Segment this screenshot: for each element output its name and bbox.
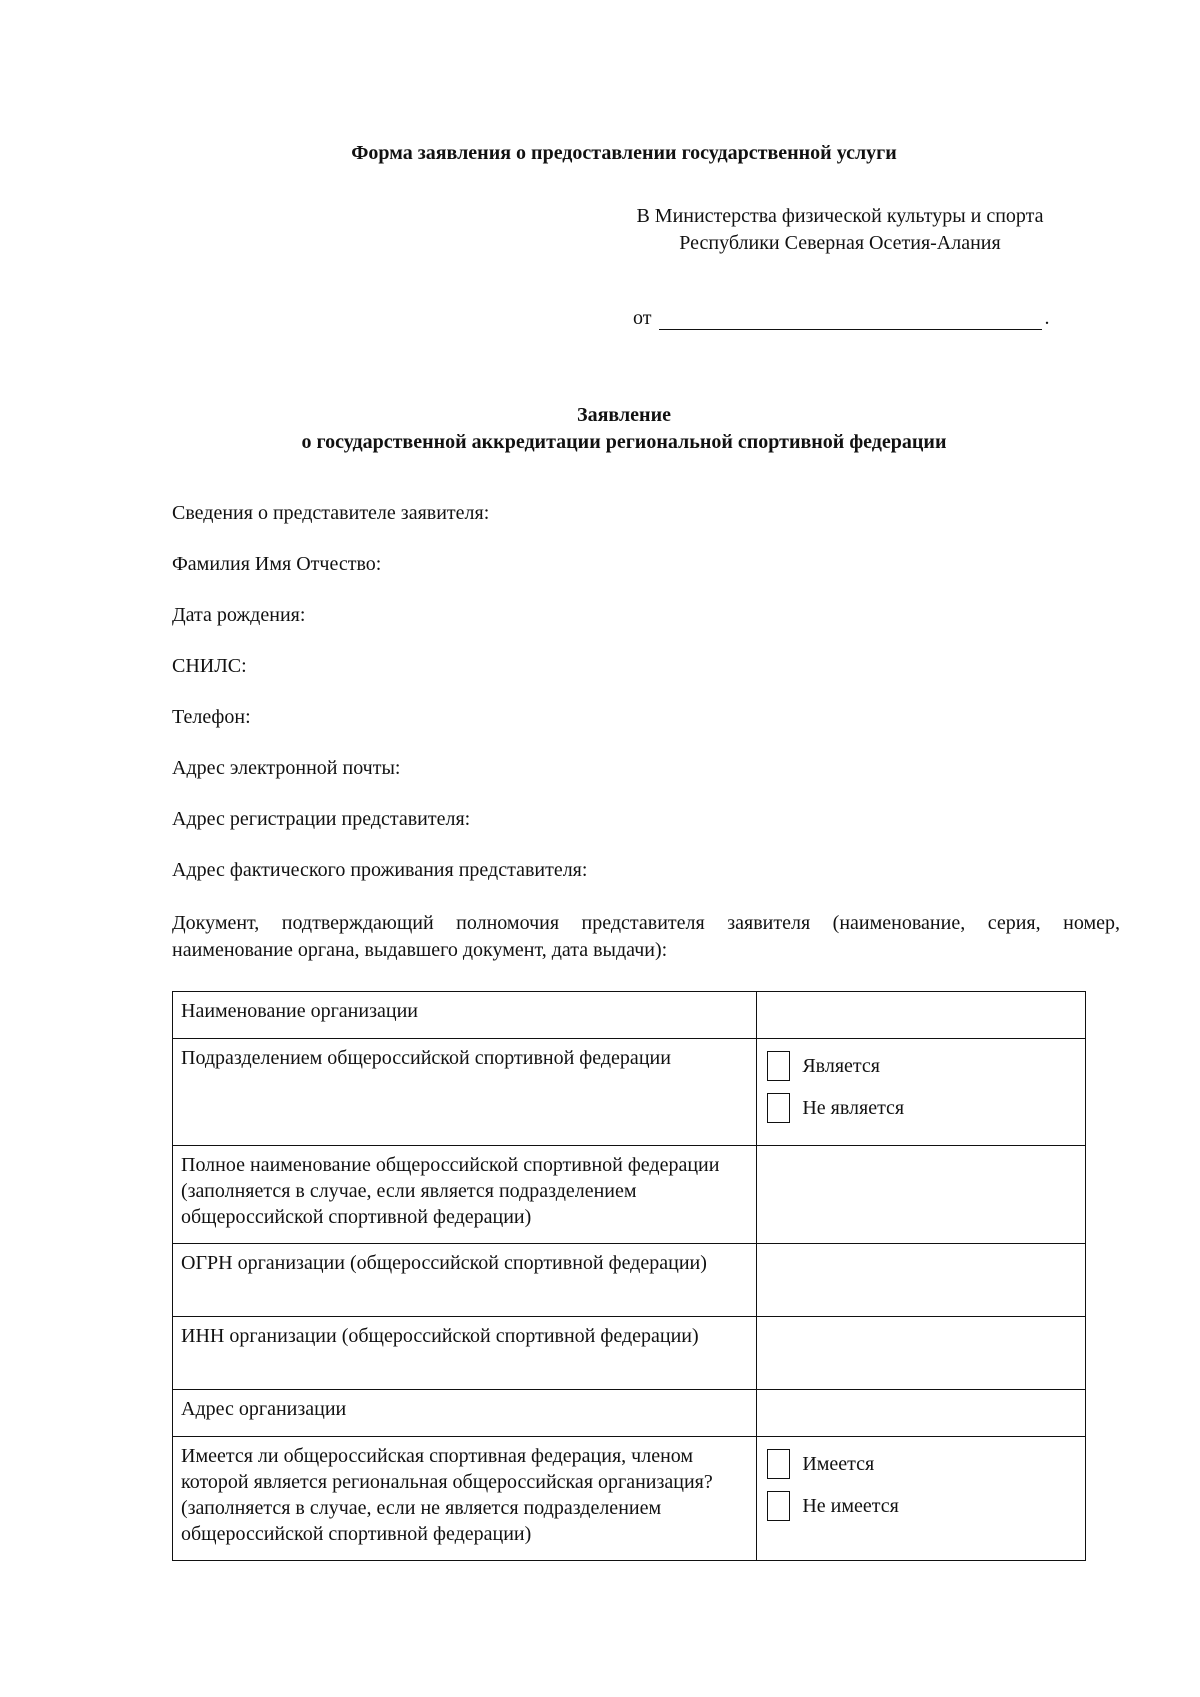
actual-address-label: Адрес фактического проживания представителя: <box>172 859 588 881</box>
checkbox-has-federation[interactable] <box>767 1449 790 1479</box>
registration-address-label: Адрес регистрации представителя: <box>172 808 471 830</box>
phone-label: Телефон: <box>172 706 251 728</box>
subdivision-label: Подразделением общероссийской спортивной федерации <box>173 1039 757 1146</box>
representative-section-label: Сведения о представителе заявителя: <box>172 502 490 524</box>
option-label: Не является <box>802 1097 905 1119</box>
table-row <box>173 1390 1086 1437</box>
table-row <box>173 1244 1086 1317</box>
from-line <box>633 307 1049 330</box>
option-label: Является <box>802 1055 880 1077</box>
federation-full-name-label: Полное наименование общероссийской спортивной федерации (заполняется в случае, если является подразделением общероссийской спортивной федерации) <box>173 1146 757 1244</box>
subdivision-options <box>757 1039 1086 1146</box>
ogrn-label: ОГРН организации (общероссийской спортивной федерации) <box>173 1244 757 1317</box>
form-title: Форма заявления о предоставлении государственной услуги <box>351 142 897 164</box>
option-label: Имеется <box>802 1453 875 1475</box>
checkbox-is-not-subdivision[interactable] <box>767 1093 790 1123</box>
federation-full-name-value[interactable] <box>757 1146 1086 1244</box>
table-row <box>173 1039 1086 1146</box>
addressee-block <box>560 203 1120 257</box>
application-title-line-2: о государственной аккредитации региональной спортивной федерации <box>301 431 947 453</box>
application-title-line-1: Заявление <box>577 404 671 426</box>
option-is-not-subdivision[interactable] <box>767 1087 1077 1129</box>
table-row <box>173 1317 1086 1390</box>
table-row <box>173 992 1086 1039</box>
membership-label: Имеется ли общероссийская спортивная федерация, членом которой является региональная общероссийская организация? (заполняется в случае, если не является подразделением общероссийской спортивной федерации) <box>173 1437 757 1561</box>
from-label: от <box>633 307 652 329</box>
option-has-no-federation[interactable] <box>767 1485 1077 1527</box>
option-is-subdivision[interactable] <box>767 1045 1077 1087</box>
addressee-line-2: Республики Северная Осетия-Алания <box>679 232 1001 254</box>
authority-document-label: Документ, подтверждающий полномочия представителя заявителя (наименование, серия, номер, наименование органа, выдавшего документ, дата выдачи): <box>172 912 1120 961</box>
snils-label: СНИЛС: <box>172 655 247 677</box>
org-address-label: Адрес организации <box>173 1390 757 1437</box>
org-address-value[interactable] <box>757 1390 1086 1437</box>
inn-value[interactable] <box>757 1317 1086 1390</box>
organization-table <box>172 991 1086 1561</box>
checkbox-is-subdivision[interactable] <box>767 1051 790 1081</box>
from-terminator: . <box>1044 307 1050 329</box>
org-name-label: Наименование организации <box>173 992 757 1039</box>
checkbox-has-no-federation[interactable] <box>767 1491 790 1521</box>
option-label: Не имеется <box>802 1495 899 1517</box>
addressee-line-1: В Министерства физической культуры и спорта <box>636 205 1044 227</box>
full-name-label: Фамилия Имя Отчество: <box>172 553 382 575</box>
from-field[interactable] <box>659 309 1042 330</box>
option-has-federation[interactable] <box>767 1443 1077 1485</box>
inn-label: ИНН организации (общероссийской спортивной федерации) <box>173 1317 757 1390</box>
application-title <box>48 402 1200 456</box>
ogrn-value[interactable] <box>757 1244 1086 1317</box>
table-row <box>173 1437 1086 1561</box>
org-name-value[interactable] <box>757 992 1086 1039</box>
membership-options <box>757 1437 1086 1561</box>
table-row <box>173 1146 1086 1244</box>
email-label: Адрес электронной почты: <box>172 757 401 779</box>
birth-date-label: Дата рождения: <box>172 604 306 626</box>
